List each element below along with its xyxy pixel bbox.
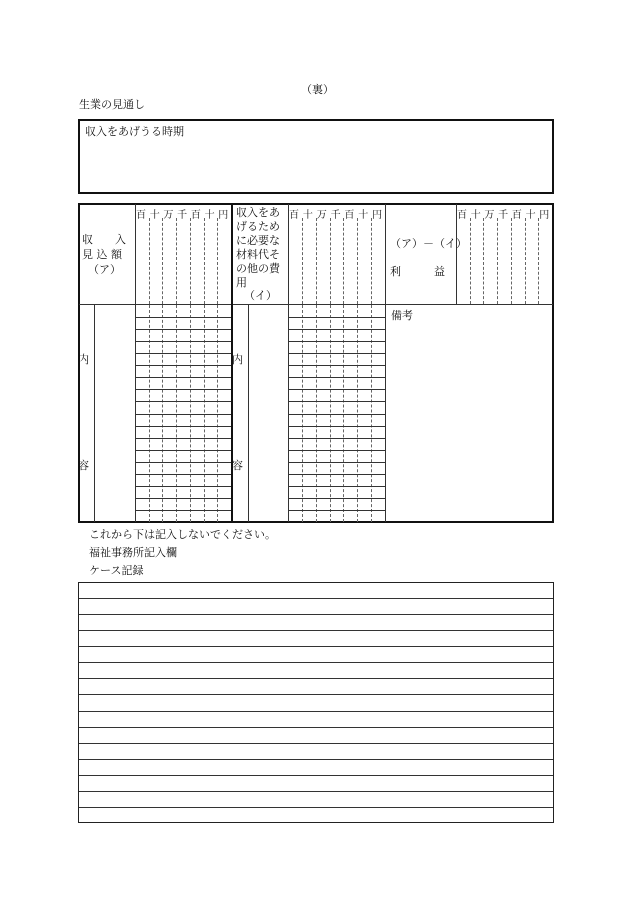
- row-i-line: [288, 498, 385, 499]
- amount-profit-digit-header: 千: [498, 210, 509, 221]
- cost-label-line-3: に必要な: [236, 234, 280, 247]
- amount-i-digit-header: 十: [302, 210, 313, 221]
- case-record-line: [79, 759, 553, 760]
- amount-i-digit-divider: [357, 218, 358, 304]
- row-a-line: [135, 438, 231, 439]
- row-i-line: [288, 365, 385, 366]
- contents-label-i-top: 内: [232, 353, 243, 366]
- row-a-line: [135, 462, 231, 463]
- row-a-line: [135, 365, 231, 366]
- contents-label-i-bottom: 容: [232, 459, 243, 472]
- case-record-line: [79, 678, 553, 679]
- amount-a-digit-divider: [204, 218, 205, 304]
- row-i-line: [288, 462, 385, 463]
- amount-i-digit-divider: [316, 218, 317, 304]
- amount-i-digit-header: 千: [330, 210, 341, 221]
- row-a-line: [135, 486, 231, 487]
- amount-i-digit-header: 円: [372, 210, 383, 221]
- amount-i-digit-header: 百: [289, 210, 299, 221]
- case-record-line: [79, 807, 553, 808]
- remarks-label: 備考: [391, 309, 413, 322]
- case-record-line: [79, 662, 553, 663]
- amount-profit-digit-divider: [511, 218, 512, 304]
- amount-i-digit-header: 十: [358, 210, 369, 221]
- amount-i-digit-divider: [302, 218, 303, 304]
- row-a-line: [135, 329, 231, 330]
- contents-label-col-a: [94, 305, 95, 522]
- cost-label-line-5: の他の費: [236, 262, 280, 275]
- row-i-line: [288, 341, 385, 342]
- income-estimate-label-1: 収 入: [82, 233, 126, 246]
- case-record-line: [79, 598, 553, 599]
- timing-box[interactable]: [78, 119, 554, 194]
- amount-profit-digit-header: 十: [525, 210, 536, 221]
- section-title: 生業の見通し: [79, 98, 145, 111]
- cost-label-tag: （イ）: [244, 289, 277, 302]
- row-i-line: [288, 438, 385, 439]
- row-i-line: [288, 401, 385, 402]
- amount-profit-digit-divider: [538, 218, 539, 304]
- cost-label-line-1: 収入をあ: [236, 206, 280, 219]
- case-record-line: [79, 614, 553, 615]
- amount-i-digit-header: 百: [344, 210, 355, 221]
- case-record-line: [79, 630, 553, 631]
- contents-label-a-top: 内: [78, 353, 89, 366]
- amount-a-digit-divider: [149, 218, 150, 304]
- row-a-line: [135, 414, 231, 415]
- timing-label: 収入をあげうる時期: [85, 125, 184, 138]
- notice-text: これから下は記入しないでください。: [89, 528, 276, 541]
- amount-a-digit-divider: [162, 218, 163, 304]
- case-record-label: ケース記録: [89, 564, 144, 577]
- row-a-line: [135, 317, 231, 318]
- income-estimate-label-2: 見 込 額: [82, 248, 122, 261]
- row-a-line: [135, 510, 231, 511]
- amount-profit-digit-header: 円: [539, 210, 550, 221]
- row-i-line: [288, 353, 385, 354]
- amount-profit-digit-header: 十: [470, 210, 481, 221]
- row-a-line: [135, 474, 231, 475]
- amount-i-digit-header: 万: [316, 210, 327, 221]
- case-record-line: [79, 694, 553, 695]
- row-a-line: [135, 377, 231, 378]
- amount-i-digit-divider: [343, 218, 344, 304]
- contents-label-col-i: [248, 305, 249, 522]
- row-i-line: [288, 317, 385, 318]
- profit-formula: （ア）－（イ）: [390, 237, 467, 250]
- case-record-line: [79, 791, 553, 792]
- row-a-line: [135, 450, 231, 451]
- row-i-line: [288, 474, 385, 475]
- amount-profit-digit-divider: [525, 218, 526, 304]
- row-i-line: [288, 329, 385, 330]
- amount-i-digit-divider: [371, 218, 372, 304]
- amount-a-digit-header: 百: [136, 210, 146, 221]
- cost-label-line-4: 材料代そ: [236, 248, 280, 261]
- row-i-line: [288, 389, 385, 390]
- cost-label-line-2: げるため: [236, 220, 280, 233]
- office-label: 福祉事務所記入欄: [89, 546, 177, 559]
- amount-a-digit-header: 百: [190, 210, 201, 221]
- row-i-line: [288, 450, 385, 451]
- row-i-line: [288, 510, 385, 511]
- amount-a-digit-header: 万: [163, 210, 174, 221]
- contents-label-a-bottom: 容: [78, 459, 89, 472]
- amount-a-digit-header: 十: [149, 210, 160, 221]
- case-record-line: [79, 775, 553, 776]
- amount-profit-digit-divider: [497, 218, 498, 304]
- amount-profit-digit-header: 万: [484, 210, 495, 221]
- row-a-line: [135, 498, 231, 499]
- row-a-line: [135, 341, 231, 342]
- amount-profit-digit-divider: [470, 218, 471, 304]
- row-i-line: [288, 486, 385, 487]
- amount-a-digit-header: 円: [218, 210, 229, 221]
- row-a-line: [135, 401, 231, 402]
- amount-a-digit-header: 千: [177, 210, 188, 221]
- row-i-line: [288, 377, 385, 378]
- profit-label: 利 益: [390, 265, 445, 278]
- row-a-line: [135, 426, 231, 427]
- case-record-line: [79, 711, 553, 712]
- row-a-line: [135, 353, 231, 354]
- amount-a-digit-header: 十: [204, 210, 215, 221]
- row-i-line: [288, 414, 385, 415]
- amount-profit-digit-divider: [483, 218, 484, 304]
- row-i-line: [288, 426, 385, 427]
- case-record-line: [79, 743, 553, 744]
- amount-a-digit-divider: [190, 218, 191, 304]
- amount-a-digit-divider: [176, 218, 177, 304]
- page-side-label: （裏）: [301, 83, 334, 96]
- amount-profit-digit-header: 百: [511, 210, 522, 221]
- section-divider-2: [385, 204, 386, 522]
- case-record-box[interactable]: [78, 582, 554, 823]
- row-a-line: [135, 389, 231, 390]
- amount-i-digit-divider: [330, 218, 331, 304]
- amount-a-digit-divider: [217, 218, 218, 304]
- case-record-line: [79, 727, 553, 728]
- income-estimate-label-3: （ア）: [88, 263, 121, 276]
- case-record-line: [79, 646, 553, 647]
- amount-profit-digit-header: 百: [457, 210, 467, 221]
- cost-label-line-6: 用: [236, 276, 247, 289]
